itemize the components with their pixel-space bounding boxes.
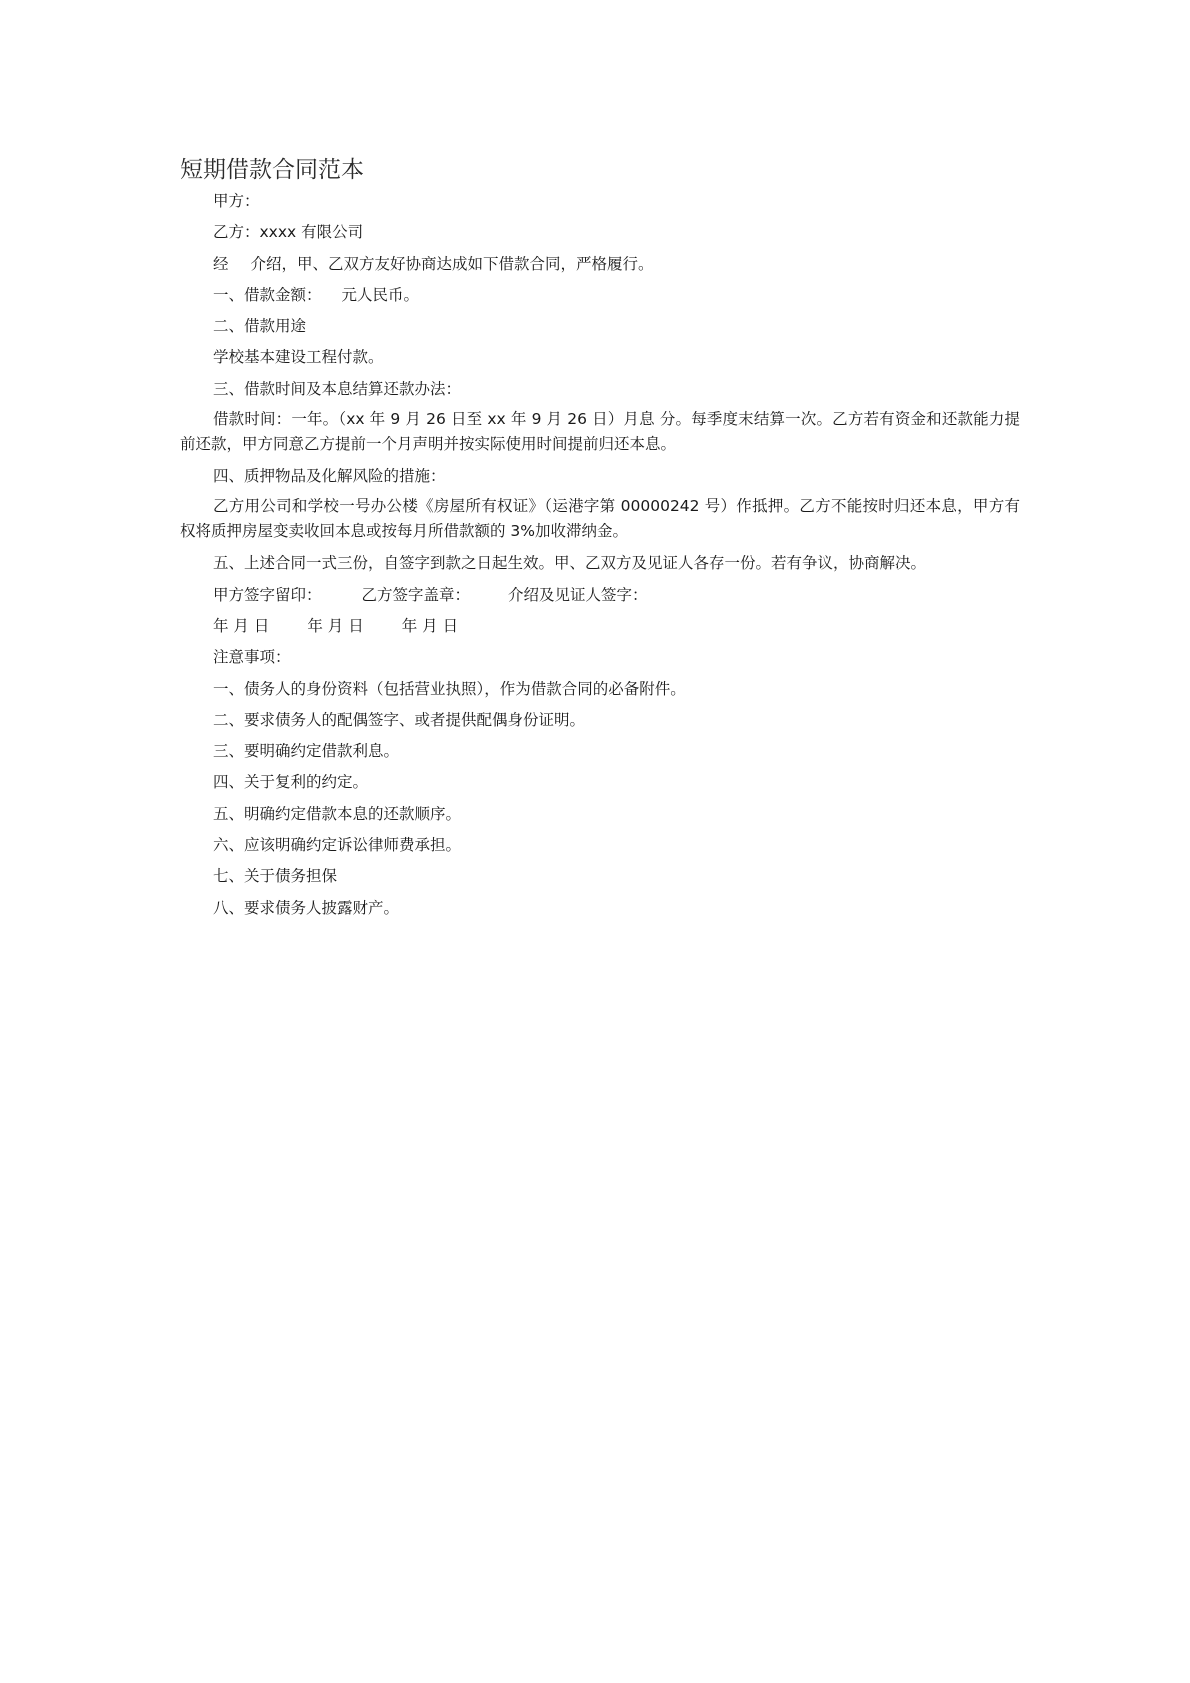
intro-prefix: 经 (213, 254, 229, 273)
blank-gap (322, 580, 362, 611)
note-item: 一、债务人的身份资料（包括营业执照），作为借款合同的必备附件。 (213, 679, 686, 698)
date-row (180, 611, 1020, 642)
note-item: 八、要求债务人披露财产。 (213, 898, 400, 917)
blank-gap (470, 580, 508, 611)
date-witness: 年 月 日 (401, 616, 459, 635)
signature-witness: 介绍及见证人签字： (508, 585, 648, 604)
section-4-body: 乙方用公司和学校一号办公楼《房屋所有权证》（运港字第 00000242 号）作抵押。乙方不能按时归还本息，甲方有权将质押房屋变卖收回本息或按每月所借款额的 3%加收滞纳金。 (180, 497, 1020, 541)
date-party-b: 年 月 日 (307, 616, 364, 635)
note-item: 六、应该明确约定诉讼律师费承担。 (213, 836, 462, 855)
document-body (180, 154, 1020, 924)
note-item: 二、要求债务人的配偶签字、或者提供配偶身份证明。 (213, 710, 586, 729)
section-3-body: 借款时间：一年。（xx 年 9 月 26 日至 xx 年 9 月 26 日）月息 分。每季度末结算一次。乙方若有资金和还款能力提前还款，甲方同意乙方提前一个月声明并按实际使用时间提前归还本息。 (180, 410, 1020, 454)
signature-party-b: 乙方签字盖章： (361, 585, 471, 604)
signature-party-a: 甲方签字留印： (213, 585, 322, 604)
amount-value: 元人民币。 (341, 285, 420, 304)
section-3-title: 三、借款时间及本息结算还款办法： (213, 379, 462, 398)
section-5: 五、上述合同一式三份，自签字到款之日起生效。甲、乙双方及见证人各存一份。若有争议，协商解决。 (213, 554, 927, 573)
date-party-a: 年 月 日 (213, 616, 270, 635)
note-item: 四、关于复利的约定。 (213, 773, 369, 792)
notes-title: 注意事项： (213, 648, 291, 667)
note-item: 三、要明确约定借款利息。 (213, 742, 400, 761)
intro-text: 介绍，甲、乙双方友好协商达成如下借款合同，严格履行。 (250, 254, 654, 273)
section-4-title: 四、质押物品及化解风险的措施： (213, 467, 446, 486)
blank-gap (269, 611, 307, 642)
signature-row (180, 580, 1020, 611)
note-item: 五、明确约定借款本息的还款顺序。 (213, 804, 462, 823)
section-2-title: 二、借款用途 (213, 317, 307, 336)
blank-gap (364, 611, 402, 642)
amount-label: 一、借款金额： (213, 285, 322, 304)
party-b-line: 乙方：xxxx 有限公司 (213, 223, 364, 242)
document-title: 短期借款合同范本 (180, 157, 364, 183)
intro-line (180, 249, 1020, 280)
section-1-amount (180, 280, 1020, 311)
section-2-body: 学校基本建设工程付款。 (213, 348, 384, 367)
note-item: 七、关于债务担保 (213, 867, 338, 886)
party-a-line: 甲方： (213, 192, 260, 210)
